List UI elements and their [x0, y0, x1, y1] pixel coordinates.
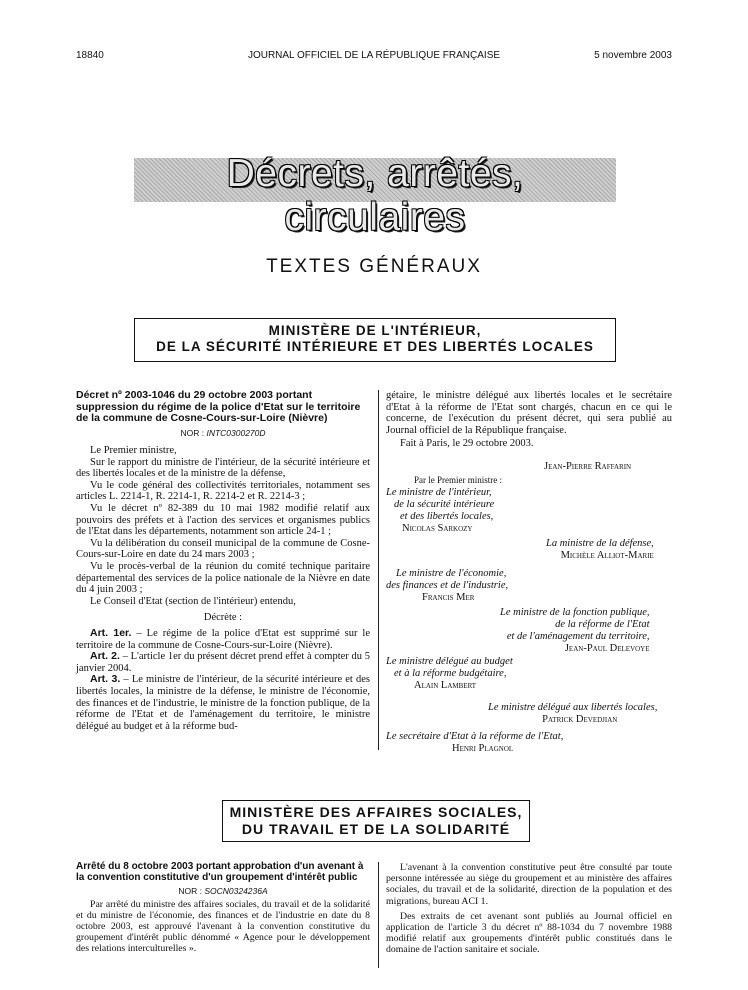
arrete-left-column [76, 862, 370, 954]
ministry-social-box [222, 800, 530, 842]
decree-p3: Vu le code général des collectivités territoriales, notamment ses articles L. 2214-1, R. 2214-1, R. 2214-2 et R. 2214-3 ; [76, 479, 370, 503]
ministry-interior-box [134, 318, 616, 362]
arrete-right-column [386, 862, 672, 956]
decree-p5: Vu la délibération du conseil municipal de la commune de Cosne-Cours-sur-Loire en date du 24 mars 2003 ; [76, 537, 370, 561]
decree-left-column [76, 390, 370, 732]
sig-interior: Le ministre de l'intérieur, de la sécurité intérieure et des libertés locales, Nicolas Sarkozy [386, 487, 495, 534]
publication-date: 5 novembre 2003 [594, 50, 672, 61]
decree-art1: Art. 1er. – Le régime de la police d'Etat est supprimé sur le territoire de la commune de Cosne-Cours-sur-Loire (Nièvre). [76, 627, 370, 651]
decree-p4: Vu le décret nº 82-389 du 10 mai 1982 modifié relatif aux pouvoirs des préfets et à l'action des services et organismes publics de l'Etat dans les départements, notamment son article 24-1 ; [76, 503, 370, 538]
section-title: TEXTES GÉNÉRAUX [266, 256, 482, 277]
arrete-p2: L'avenant à la convention constitutive peut être consulté par toute personne intéressée au siège du groupement et au ministère des affaires sociales, du travail et de la solidarité, direction de la population et des migrations, bureau ACI 1. [386, 862, 672, 907]
journal-title: JOURNAL OFFICIEL DE LA RÉPUBLIQUE FRANÇAISE [247, 50, 501, 61]
decree-fait: Fait à Paris, le 29 octobre 2003. [400, 438, 534, 450]
arrete-p1: Par arrêté du ministre des affaires sociales, du travail et de la solidarité et du ministre de l'économie, des finances et de l'industrie en date du 8 octobre 2003, est approuvé l'avenant à la convention constitutive du groupement d'intérêt public dénommé « Agence pour le développement des relations interculturelles ». [76, 899, 370, 954]
page-number: 18840 [76, 50, 104, 61]
arrete-nor: NOR : SOCN0324236A [178, 885, 268, 896]
sig-pm-name: Jean-Pierre Raffarin [544, 461, 632, 472]
ministry-line-2: DU TRAVAIL ET DE LA SOLIDARITÉ [241, 821, 511, 837]
decree-decrete: Décrète : [203, 612, 243, 624]
sig-defense: La ministre de la défense, Michèle Alliot-Marie [546, 538, 654, 561]
decree-p7: Le Conseil d'Etat (section de l'intérieur) entendu, [90, 595, 296, 607]
decree-p1: Le Premier ministre, [90, 445, 177, 457]
sig-public-function: Le ministre de la fonction publique, de la réforme de l'Etat et de l'aménagement du territoire, Jean-Paul Delevoye [500, 607, 650, 654]
section-banner [134, 152, 616, 239]
column-divider-2 [378, 862, 379, 968]
sig-economy: Le ministre de l'économie, des finances et de l'industrie, Francis Mer [386, 568, 509, 603]
decree-art3: Art. 3. – Le ministre de l'intérieur, de la sécurité intérieure et des libertés locales, la ministre de la défense, le ministre de l'économie, des finances et de l'industrie, le ministre de la fonction publique, de la réforme de l'Etat et de l'aménagement du territoire, le ministre délégué au budget et à la réforme bud- [76, 673, 370, 732]
sig-budget: Le ministre délégué au budget et à la réforme budgétaire, Alain Lambert [386, 656, 513, 691]
decree-continuation: gétaire, le ministre délégué aux libertés locales et le secrétaire d'Etat à la réforme de l'Etat sont chargés, chacun en ce qui le concerne, de l'exécution du présent décret, qui sera publié au Journal officiel de la République française. [386, 390, 672, 436]
sig-local-liberties: Le ministre délégué aux libertés locales, Patrick Devedjian [488, 702, 658, 725]
sig-state-reform: Le secrétaire d'Etat à la réforme de l'Etat, Henri Plagnol [386, 731, 564, 754]
ministry-line-1: MINISTÈRE DES AFFAIRES SOCIALES, [229, 804, 523, 820]
ministry-line-2: DE LA SÉCURITÉ INTÉRIEURE ET DES LIBERTÉS LOCALES [156, 339, 594, 354]
decree-art2: Art. 2. – L'article 1er du présent décret prend effet à compter du 5 janvier 2004. [76, 650, 370, 674]
decree-title: Décret nº 2003-1046 du 29 octobre 2003 portant suppression du régime de la police d'Etat sur le territoire de la commune de Cosne-Cours-sur-Loire (Nièvre) [76, 389, 361, 424]
banner-title: Décrets, arrêtés, circulaires [226, 152, 524, 239]
arrete-title: Arrêté du 8 octobre 2003 portant approbation d'un avenant à la convention constitutive d'un groupement d'intérêt public [76, 861, 364, 883]
decree-nor: NOR : INTC0300270D [180, 427, 266, 438]
ministry-line-1: MINISTÈRE DE L'INTÉRIEUR, [268, 323, 482, 338]
sig-par-pm: Par le Premier ministre : [414, 475, 502, 485]
decree-right-column [386, 390, 672, 450]
arrete-p3: Des extraits de cet avenant sont publiés au Journal officiel en application de l'article 3 du décret nº 88-1034 du 7 novembre 1988 modifié relatif aux groupements d'intérêt public constitués dans le domaine de l'action sanitaire et sociale. [386, 910, 672, 956]
decree-p2: Sur le rapport du ministre de l'intérieur, de la sécurité intérieure et des libertés locales et de la ministre de la défense, [76, 456, 370, 480]
decree-p6: Vu le procès-verbal de la réunion du comité technique paritaire départemental des services de la police nationale de la Nièvre en date du 4 juin 2003 ; [76, 561, 370, 596]
column-divider [378, 390, 379, 750]
